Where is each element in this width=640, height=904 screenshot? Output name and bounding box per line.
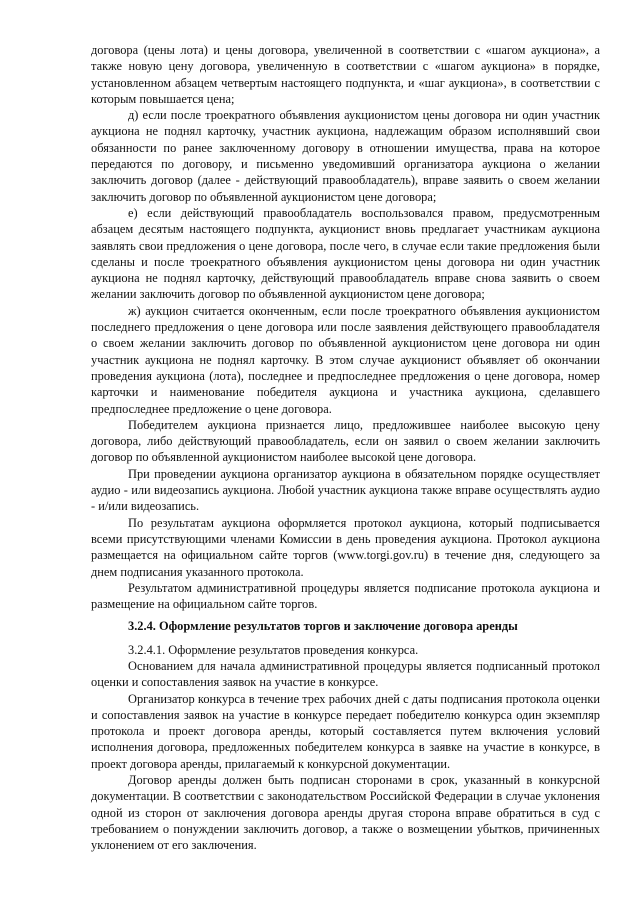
paragraph: Договор аренды должен быть подписан сторонами в срок, указанный в конкурсной документации. В соответствии с законодательством Российской Федерации в случае уклонения одной из сторон от заключения договора аренды другая сторона вправе обратиться в суд с требованием о понуждении заключить договор, а также о возмещении убытков, причиненных уклонением от его заключения. [91, 773, 600, 853]
paragraph: Победителем аукциона признается лицо, предложившее наиболее высокую цену договора, либо действующий правообладатель, если он заявил о своем желании заключить договор по объявленной аукционистом наиболее высокой цене договора. [91, 417, 600, 465]
document-page [91, 42, 600, 854]
paragraph: По результатам аукциона оформляется протокол аукциона, который подписывается всеми присутствующими членами Комиссии в день проведения аукциона. Протокол аукциона размещается на официальном сайте торгов (www.torgi.gov.ru) в течение дня, следующего за днем подписания указанного протокола. [91, 515, 600, 579]
paragraph: Организатор конкурса в течение трех рабочих дней с даты подписания протокола оценки и сопоставления заявок на участие в конкурсе передает победителю конкурса один экземпляр протокола и проект договора аренды, который составляется путем включения условий исполнения договора, предложенных победителем конкурса в заявке на участие в конкурсе, в проект договора аренды, прилагаемый к конкурсной документации. [91, 691, 600, 771]
paragraph: д) если после троекратного объявления аукционистом цены договора ни один участник аукциона не поднял карточку, участник аукциона, надлежащим образом исполнявший свои обязанности по ранее заключенному договору в отношении имущества, права на которое передаются по договору, и письменно уведомивший организатора аукциона о желании заключить договор (далее - действующий правообладатель), вправе заявить о своем желании заключить договор по объявленной аукционистом цене договора; [91, 108, 600, 204]
paragraph: При проведении аукциона организатор аукциона в обязательном порядке осуществляет аудио - или видеозапись аукциона. Любой участник аукциона также вправе осуществлять аудио - и/или видеозапись. [91, 466, 600, 514]
paragraph: Результатом административной процедуры является подписание протокола аукциона и размещение на официальном сайте торгов. [91, 580, 600, 612]
section-heading: 3.2.4. Оформление результатов торгов и заключение договора аренды [128, 619, 518, 634]
paragraph: договора (цены лота) и цены договора, увеличенной в соответствии с «шагом аукциона», а также новую цену договора, увеличенную в соответствии с «шагом аукциона» в порядке, установленном абзацем четвертым настоящего подпункта, и «шаг аукциона», в соответствии с которым повышается цена; [91, 43, 600, 106]
paragraph: е) если действующий правообладатель воспользовался правом, предусмотренным абзацем десятым настоящего подпункта, аукционист вновь предлагает участникам аукциона заявлять свои предложения о цене договора, после чего, в случае если такие предложения были сделаны и после троекратного объявления аукционистом цены договора ни один участник аукциона не поднял карточку, действующий правообладатель вправе снова заявить о своем желании заключить договор по объявленной аукционистом цене договора; [91, 205, 600, 302]
paragraphs-before [91, 42, 600, 612]
paragraph: Основанием для начала административной процедуры является подписанный протокол оценки и сопоставления заявок на участие в конкурсе. [91, 658, 600, 690]
paragraph: ж) аукцион считается оконченным, если после троекратного объявления аукционистом последнего предложения о цене договора или после заявления действующего правообладателя о своем желании заключить договор по объявленной аукционистом цене договора ни один участник аукциона не поднял карточку. В этом случае аукционист объявляет об окончании проведения аукциона (лота), последнее и предпоследнее предложения о цене договора, номер карточки и наименование победителя аукциона и участника аукциона, сделавшего предпоследнее предложение о цене договора. [91, 303, 600, 416]
paragraph: 3.2.4.1. Оформление результатов проведения конкурса. [128, 642, 419, 657]
paragraphs-after [91, 642, 600, 854]
